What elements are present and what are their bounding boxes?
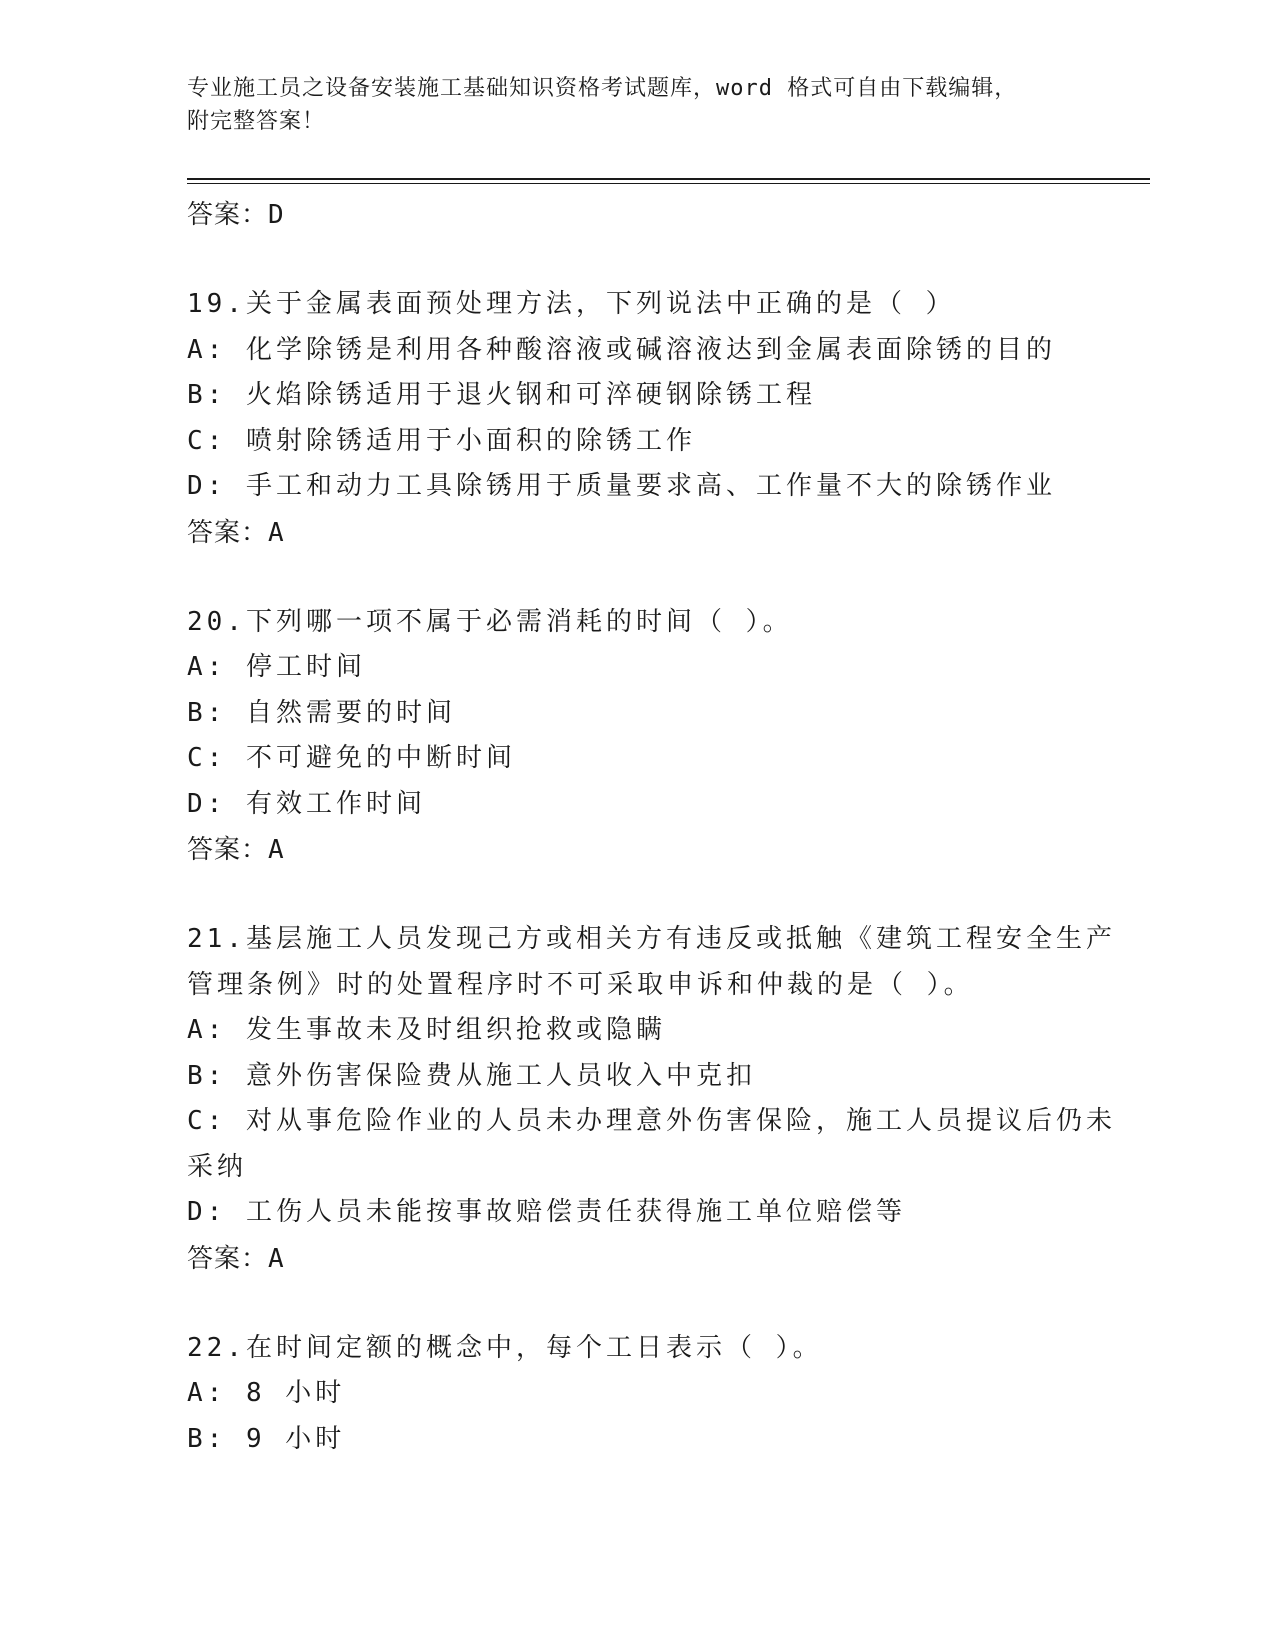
header-divider-thin	[187, 183, 1150, 184]
question-block	[187, 1326, 1147, 1463]
question-stem: 管理条例》时的处置程序时不可采取申诉和仲裁的是（ ）。	[187, 969, 974, 1000]
option-line: C: 喷射除锈适用于小面积的除锈工作	[187, 425, 696, 456]
answer-line: 答案：A	[187, 1243, 285, 1274]
option-line: D: 有效工作时间	[187, 788, 426, 819]
option-line: A: 发生事故未及时组织抢救或隐瞒	[187, 1015, 666, 1045]
question-block	[187, 917, 1147, 1282]
option-line: D: 手工和动力工具除锈用于质量要求高、工作量不大的除锈作业	[187, 471, 1056, 501]
option-line: C: 不可避免的中断时间	[187, 743, 516, 773]
question-stem: 21.基层施工人员发现己方或相关方有违反或抵触《建筑工程安全生产	[187, 924, 1116, 954]
question-list	[187, 192, 1147, 1462]
document-header	[187, 72, 1087, 138]
option-line: D: 工伤人员未能按事故赔偿责任获得施工单位赔偿等	[187, 1197, 906, 1227]
question-stem: 20.下列哪一项不属于必需消耗的时间（ ）。	[187, 606, 793, 637]
question-gap	[187, 1282, 1147, 1326]
question-gap	[187, 238, 1147, 282]
answer-line: 答案：A	[187, 835, 285, 865]
question-block	[187, 600, 1147, 874]
option-line: B: 意外伤害保险费从施工人员收入中克扣	[187, 1060, 756, 1091]
option-line: C: 对从事危险作业的人员未办理意外伤害保险，施工人员提议后仍未	[187, 1106, 1116, 1136]
question-block	[187, 282, 1147, 556]
question-gap	[187, 556, 1147, 600]
option-line: 采纳	[187, 1151, 248, 1182]
option-line: B: 自然需要的时间	[187, 697, 456, 728]
question-stem: 19.关于金属表面预处理方法，下列说法中正确的是（ ）	[187, 289, 956, 319]
header-line-1: 专业施工员之设备安装施工基础知识资格考试题库，word 格式可自由下载编辑，	[187, 76, 1018, 101]
answer-line: 答案：A	[187, 517, 285, 548]
question-gap	[187, 873, 1147, 917]
option-line: B: 9 小时	[187, 1423, 346, 1454]
option-line: B: 火焰除锈适用于退火钢和可淬硬钢除锈工程	[187, 380, 816, 410]
option-line: A: 停工时间	[187, 652, 366, 682]
option-line: A: 8 小时	[187, 1378, 346, 1408]
question-stem: 22.在时间定额的概念中，每个工日表示（ ）。	[187, 1332, 823, 1363]
header-divider-thick	[187, 178, 1150, 180]
header-line-2: 附完整答案！	[187, 109, 326, 134]
option-line: A: 化学除锈是利用各种酸溶液或碱溶液达到金属表面除锈的目的	[187, 334, 1056, 365]
answer-line: 答案：D	[187, 200, 285, 230]
